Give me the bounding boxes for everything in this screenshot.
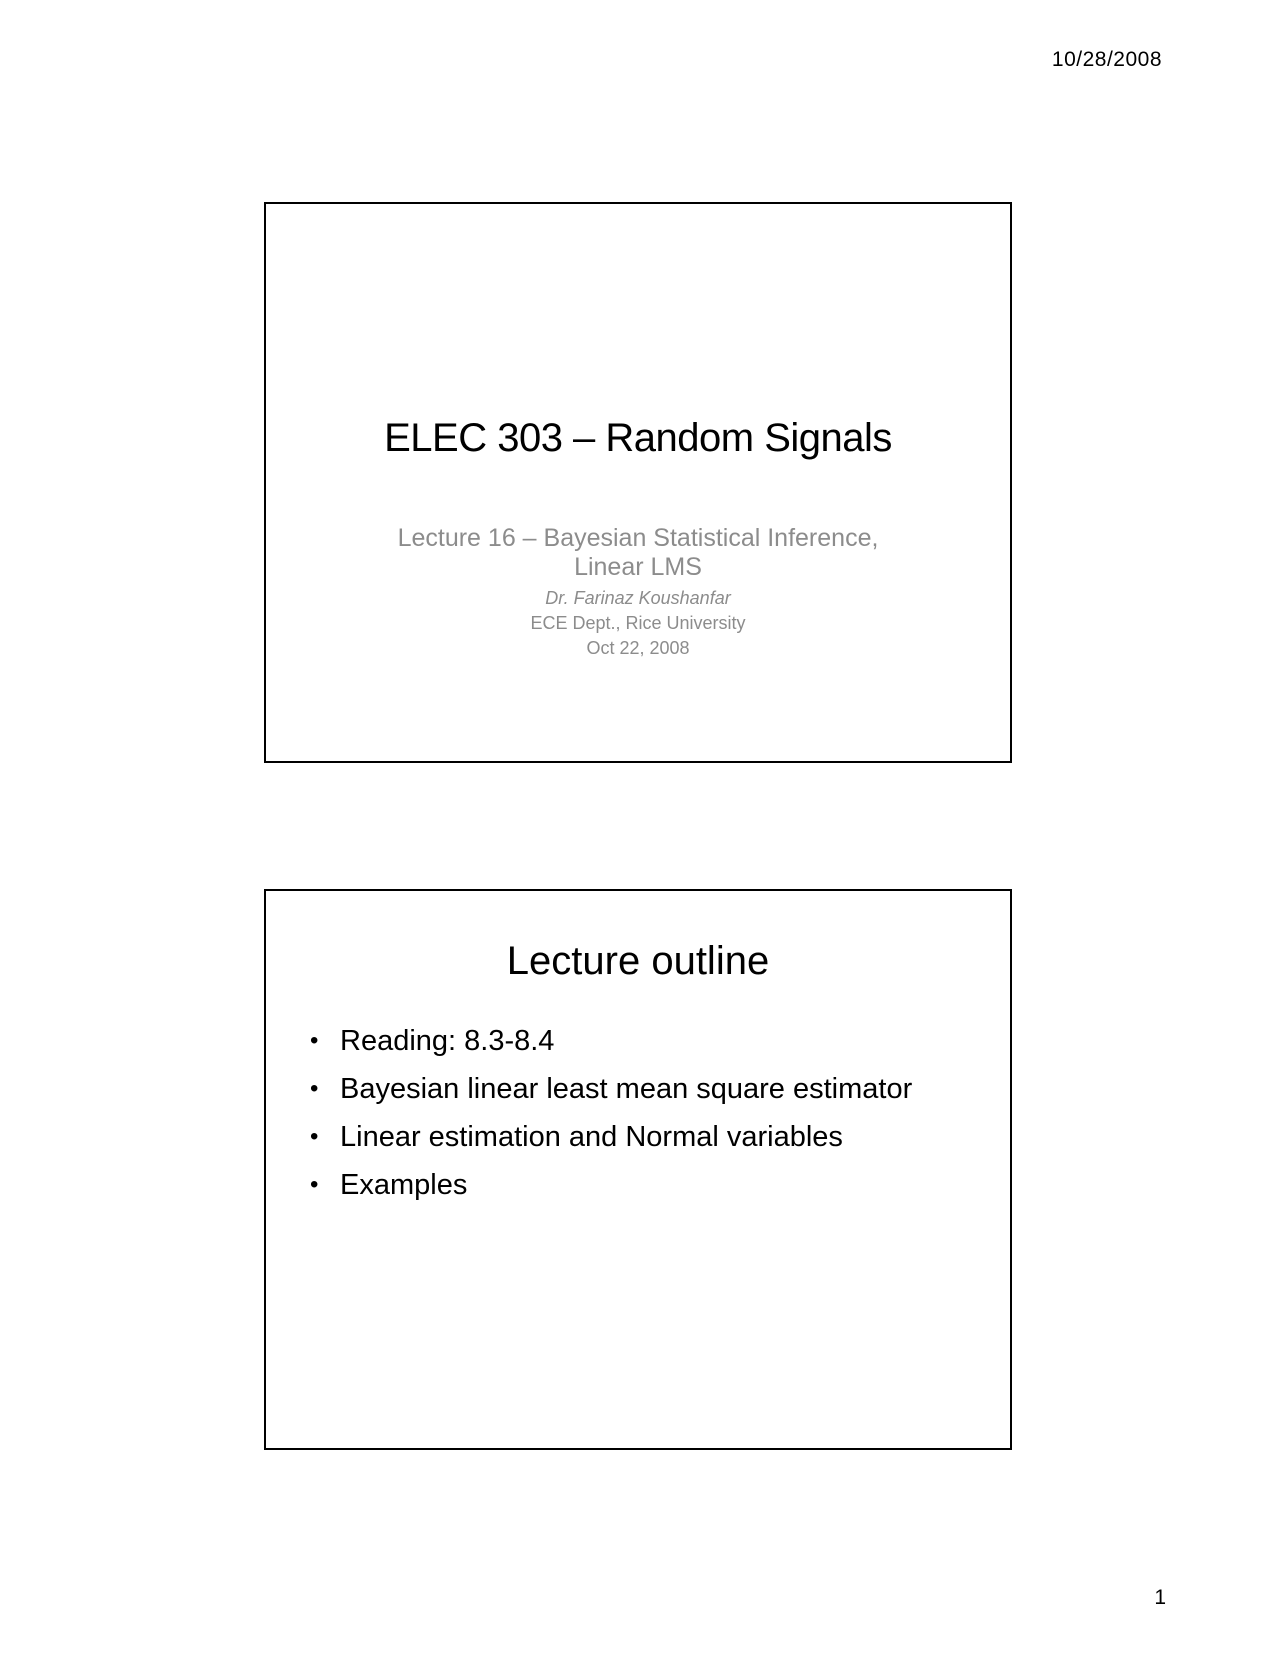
- slide-subtitle: [266, 524, 1010, 582]
- list-item-text: Examples: [340, 1169, 468, 1201]
- list-item: [310, 1024, 912, 1072]
- outline-slide: [264, 889, 1012, 1450]
- author-name: Dr. Farinaz Koushanfar: [545, 588, 731, 608]
- outline-list: [310, 1024, 912, 1216]
- bullet-icon: •: [310, 1075, 319, 1102]
- bullet-icon: •: [310, 1027, 319, 1054]
- bullet-icon: •: [310, 1171, 319, 1198]
- header-date: 10/28/2008: [1051, 48, 1162, 71]
- list-item: [310, 1120, 912, 1168]
- subtitle-line: Lecture 16 – Bayesian Statistical Inference,: [397, 524, 879, 552]
- page-number: 1: [1154, 1586, 1166, 1609]
- list-item-text: Reading: 8.3-8.4: [340, 1025, 555, 1057]
- author-department: ECE Dept., Rice University: [530, 613, 746, 633]
- slide-title: Lecture outline: [506, 939, 770, 983]
- list-item-text: Bayesian linear least mean square estimator: [340, 1073, 913, 1105]
- list-item-text: Linear estimation and Normal variables: [340, 1121, 843, 1153]
- list-item: [310, 1072, 912, 1120]
- bullet-icon: •: [310, 1123, 319, 1150]
- list-item: [310, 1168, 912, 1216]
- title-slide: [264, 202, 1012, 763]
- slide-title: ELEC 303 – Random Signals: [384, 416, 892, 460]
- subtitle-line: Linear LMS: [574, 553, 702, 581]
- lecture-date: Oct 22, 2008: [586, 638, 690, 658]
